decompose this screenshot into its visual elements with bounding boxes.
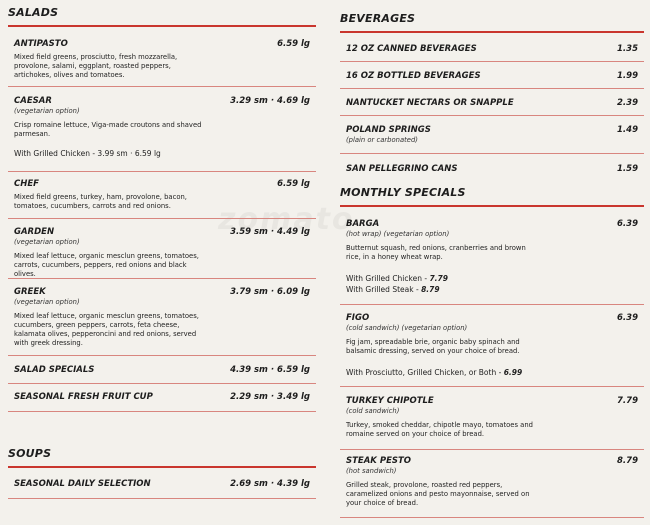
menu-item-chef[interactable] xyxy=(8,179,316,219)
divider xyxy=(340,88,644,89)
menu-item-canned-beverages[interactable] xyxy=(340,44,644,62)
divider xyxy=(8,355,316,356)
item-addon-chicken: With Grilled Chicken - 7.79 xyxy=(346,274,448,283)
divider xyxy=(8,278,316,279)
item-price: 3.79 sm · 6.09 lg xyxy=(230,287,310,297)
item-name: 16 OZ BOTTLED BEVERAGES xyxy=(346,71,481,81)
divider xyxy=(340,115,644,116)
item-subtitle: (cold sandwich) (vegetarian option) xyxy=(346,324,468,332)
item-addon: With Grilled Chicken - 3.99 sm · 6.59 lg xyxy=(14,149,161,158)
menu-item-san-pellegrino[interactable] xyxy=(340,164,644,180)
item-subtitle: (vegetarian option) xyxy=(14,238,80,246)
menu-item-caesar[interactable] xyxy=(8,96,316,172)
item-price: 6.59 lg xyxy=(277,39,310,49)
item-name: BARGA xyxy=(346,219,380,229)
divider xyxy=(340,304,644,305)
beverages-section xyxy=(340,12,644,33)
item-name: SAN PELLEGRINO CANS xyxy=(346,164,458,174)
item-description: Mixed leaf lettuce, organic mesclun greens, tomatoes, cucumbers, green peppers, carrots, feta cheese, kalamata olives, pepperoncini and red onions, served with greek dressing. xyxy=(14,312,199,347)
item-price: 3.59 sm · 4.49 lg xyxy=(230,227,310,237)
menu-item-barga[interactable] xyxy=(340,219,644,305)
item-price: 6.39 xyxy=(617,219,638,229)
item-subtitle: (cold sandwich) xyxy=(346,407,400,415)
item-name: SEASONAL DAILY SELECTION xyxy=(14,479,151,489)
menu-item-seasonal-daily-selection[interactable] xyxy=(8,479,316,499)
item-subtitle: (vegetarian option) xyxy=(14,298,80,306)
item-price: 1.99 xyxy=(617,71,638,81)
item-price: 6.59 lg xyxy=(277,179,310,189)
divider xyxy=(340,61,644,62)
item-price: 2.29 sm · 3.49 lg xyxy=(230,392,310,402)
item-name: 12 OZ CANNED BEVERAGES xyxy=(346,44,477,54)
menu-item-nantucket-nectars[interactable] xyxy=(340,98,644,116)
item-description: Mixed field greens, prosciutto, fresh mozzarella, provolone, salami, eggplant, roasted peppers, artichokes, olives and tomatoes. xyxy=(14,53,178,79)
item-name: GARDEN xyxy=(14,227,55,237)
divider xyxy=(8,218,316,219)
item-price: 2.69 sm · 4.39 lg xyxy=(230,479,310,489)
item-name: CHEF xyxy=(14,179,39,189)
item-price: 7.79 xyxy=(617,396,638,406)
divider xyxy=(8,383,316,384)
divider xyxy=(8,86,316,87)
item-description: Crisp romaine lettuce, Viga-made croutons and shaved parmesan. xyxy=(14,121,202,138)
item-price: 1.59 xyxy=(617,164,638,174)
item-name: STEAK PESTO xyxy=(346,456,412,466)
item-price: 1.35 xyxy=(617,44,638,54)
item-description: Butternut squash, red onions, cranberries and brown rice, in a honey wheat wrap. xyxy=(346,244,526,261)
divider xyxy=(340,386,644,387)
item-price: 4.39 sm · 6.59 lg xyxy=(230,365,310,375)
item-name: ANTIPASTO xyxy=(14,39,68,49)
item-name: TURKEY CHIPOTLE xyxy=(346,396,434,406)
menu-item-poland-springs[interactable] xyxy=(340,125,644,154)
item-name: CAESAR xyxy=(14,96,52,106)
menu-item-turkey-chipotle[interactable] xyxy=(340,396,644,450)
item-subtitle: (hot sandwich) xyxy=(346,467,397,475)
item-subtitle: (plain or carbonated) xyxy=(346,136,418,144)
menu-item-garden[interactable] xyxy=(8,227,316,279)
menu-item-greek[interactable] xyxy=(8,287,316,356)
item-description: Grilled steak, provolone, roasted red peppers, caramelized onions and pesto mayonnaise, served on your choice of bread. xyxy=(346,481,530,507)
item-description: Turkey, smoked cheddar, chipotle mayo, tomatoes and romaine served on your choice of bread. xyxy=(346,421,533,438)
section-title-salads: SALADS xyxy=(8,6,316,27)
section-title-soups: SOUPS xyxy=(8,447,316,468)
item-description: Mixed leaf lettuce, organic mesclun greens, tomatoes, carrots, cucumbers, peppers, red onions and black olives. xyxy=(14,252,199,278)
salads-section xyxy=(8,6,316,27)
divider xyxy=(8,411,316,412)
divider xyxy=(340,153,644,154)
item-name: NANTUCKET NECTARS OR SNAPPLE xyxy=(346,98,514,108)
divider xyxy=(8,498,316,499)
menu-item-antipasto[interactable] xyxy=(8,39,316,87)
menu-item-bottled-beverages[interactable] xyxy=(340,71,644,89)
item-price: 8.79 xyxy=(617,456,638,466)
divider xyxy=(340,517,644,518)
item-price: 1.49 xyxy=(617,125,638,135)
monthly-specials-section xyxy=(340,186,644,207)
item-name: FIGO xyxy=(346,313,370,323)
divider xyxy=(340,449,644,450)
soups-section xyxy=(8,447,316,468)
item-name: POLAND SPRINGS xyxy=(346,125,431,135)
item-name: SEASONAL FRESH FRUIT CUP xyxy=(14,392,153,402)
divider xyxy=(8,171,316,172)
menu-item-fruit-cup[interactable] xyxy=(8,392,316,412)
menu-item-figo[interactable] xyxy=(340,313,644,387)
item-price: 6.39 xyxy=(617,313,638,323)
item-name: GREEK xyxy=(14,287,46,297)
menu-item-steak-pesto[interactable] xyxy=(340,456,644,518)
item-addon-steak: With Grilled Steak - 8.79 xyxy=(346,285,440,294)
item-description: Fig jam, spreadable brie, organic baby spinach and balsamic dressing, served on your choice of bread. xyxy=(346,338,520,355)
item-description: Mixed field greens, turkey, ham, provolone, bacon, tomatoes, cucumbers, carrots and red onions. xyxy=(14,193,187,210)
section-title-monthly-specials: MONTHLY SPECIALS xyxy=(340,186,644,207)
item-name: SALAD SPECIALS xyxy=(14,365,95,375)
item-price: 2.39 xyxy=(617,98,638,108)
item-addon: With Prosciutto, Grilled Chicken, or Both - 6.99 xyxy=(346,368,523,377)
item-price: 3.29 sm · 4.69 lg xyxy=(230,96,310,106)
menu-item-salad-specials[interactable] xyxy=(8,365,316,384)
section-title-beverages: BEVERAGES xyxy=(340,12,644,33)
item-subtitle: (vegetarian option) xyxy=(14,107,80,115)
item-subtitle: (hot wrap) (vegetarian option) xyxy=(346,230,450,238)
